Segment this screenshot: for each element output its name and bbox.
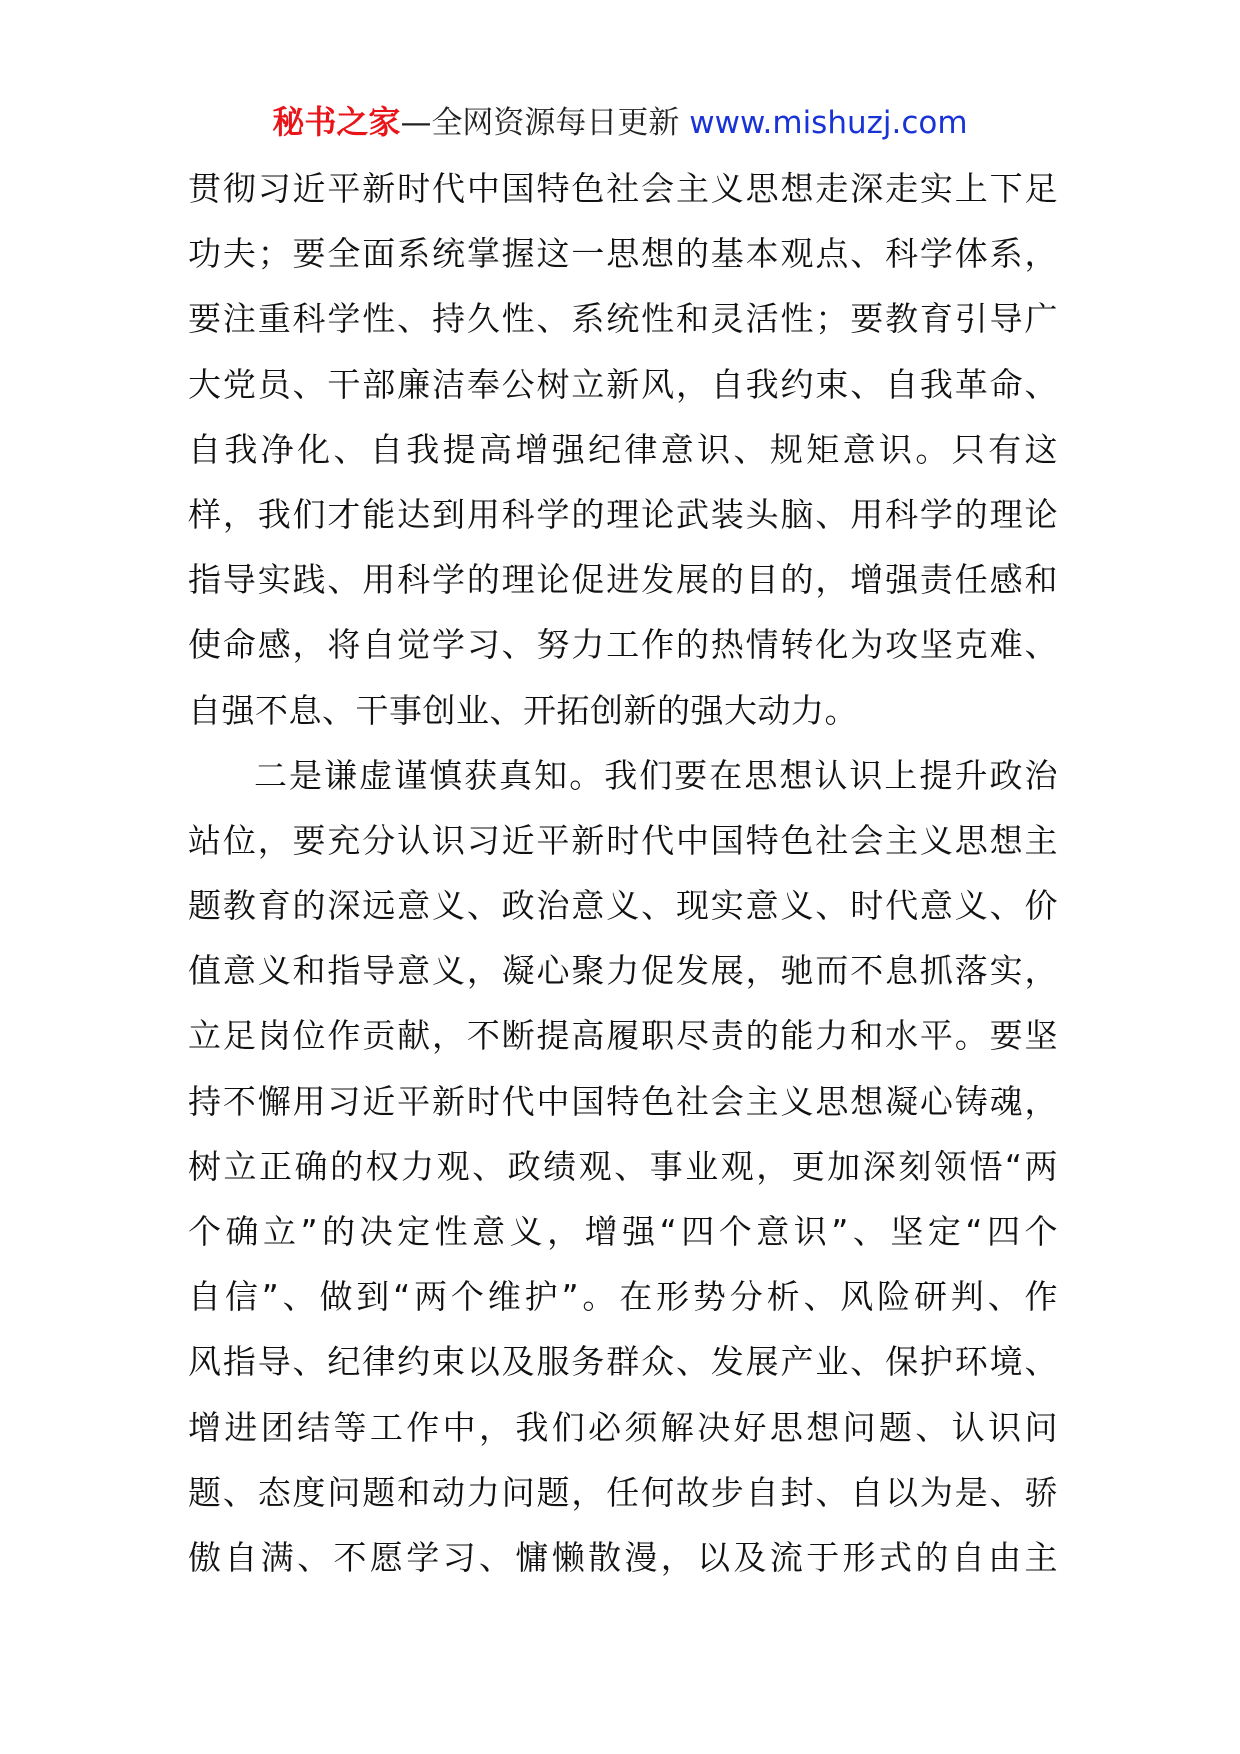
text-line: 题、态度问题和动力问题，任何故步自封、自以为是、骄: [188, 1472, 1058, 1512]
text-line: 要注重科学性、持久性、系统性和灵活性；要教育引导广: [188, 299, 1058, 339]
site-tagline: —全网资源每日更新: [400, 105, 680, 141]
paragraph-1: [188, 156, 1058, 743]
text-line: 大党员、干部廉洁奉公树立新风，自我约束、自我革命、: [188, 364, 1058, 404]
text-line: 树立正确的权力观、政绩观、事业观，更加深刻领悟“两: [188, 1146, 1058, 1186]
document-body: [188, 156, 1058, 1590]
text-line: 贯彻习近平新时代中国特色社会主义思想走深走实上下足: [188, 169, 1058, 208]
site-url-link[interactable]: www.mishuzj.com: [689, 105, 968, 141]
text-line: 功夫；要全面系统掌握这一思想的基本观点、科学体系，: [188, 234, 1058, 274]
text-line: 傲自满、不愿学习、慵懒散漫，以及流于形式的自由主: [188, 1537, 1058, 1577]
text-line: 二是谦虚谨慎获真知。我们要在思想认识上提升政治: [254, 755, 1058, 795]
text-line: 使命感，将自觉学习、努力工作的热情转化为攻坚克难、: [188, 625, 1058, 665]
text-line: 自信”、做到“两个维护”。在形势分析、风险研判、作: [188, 1277, 1058, 1317]
text-line: 指导实践、用科学的理论促进发展的目的，增强责任感和: [188, 560, 1058, 600]
text-line: 自强不息、干事创业、开拓创新的强大动力。: [188, 690, 858, 730]
paragraph-2: [188, 743, 1058, 1590]
text-line: 站位，要充分认识习近平新时代中国特色社会主义思想主: [188, 820, 1058, 860]
text-line: 个确立”的决定性意义，增强“四个意识”、坚定“四个: [188, 1212, 1058, 1251]
site-header: [0, 102, 1240, 143]
site-brand: 秘书之家: [272, 103, 401, 141]
text-line: 样，我们才能达到用科学的理论武装头脑、用科学的理论: [188, 494, 1058, 534]
text-line: 自我净化、自我提高增强纪律意识、规矩意识。只有这: [188, 429, 1058, 469]
text-line: 题教育的深远意义、政治意义、现实意义、时代意义、价: [188, 886, 1058, 926]
text-line: 增进团结等工作中，我们必须解决好思想问题、认识问: [188, 1407, 1058, 1447]
text-line: 风指导、纪律约束以及服务群众、发展产业、保护环境、: [188, 1342, 1058, 1382]
text-line: 立足岗位作贡献，不断提高履职尽责的能力和水平。要坚: [188, 1016, 1058, 1056]
text-line: 值意义和指导意义，凝心聚力促发展，驰而不息抓落实，: [188, 951, 1058, 991]
text-line: 持不懈用习近平新时代中国特色社会主义思想凝心铸魂，: [188, 1081, 1058, 1121]
